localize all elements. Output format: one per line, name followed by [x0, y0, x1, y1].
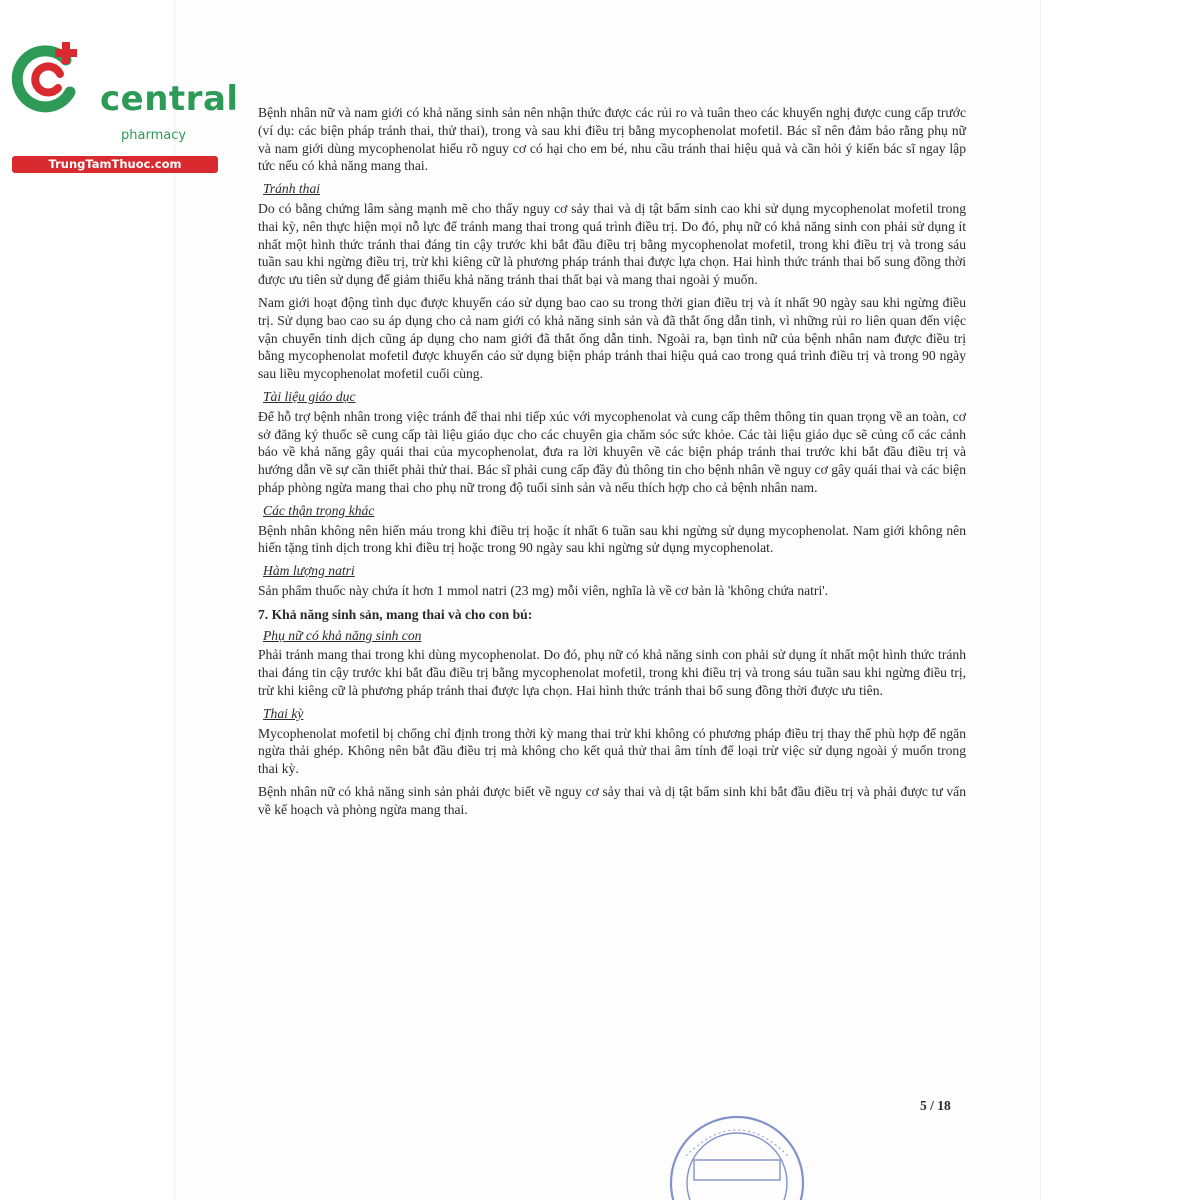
paragraph: Bệnh nhân nữ có khả năng sinh sản phải được biết về nguy cơ sảy thai và dị tật bẩm sinh khi bắt đầu điều trị và phải được tư vấn về kế hoạch và phòng ngừa mang thai.: [258, 783, 966, 817]
paragraph: Mycophenolat mofetil bị chống chỉ định trong thời kỳ mang thai trừ khi không có phương pháp điều trị thay thế phù hợp để ngăn ngừa thải ghép. Không nên bắt đầu điều trị mà không cho kết quả thử thai âm tính để loại trừ việc sử dụng ngoài ý muốn trong thai kỳ.: [258, 725, 966, 777]
section-heading: Phụ nữ có khả năng sinh con: [263, 627, 422, 643]
paragraph: Nam giới hoạt động tình dục được khuyến cáo sử dụng bao cao su trong thời gian điều trị và ít nhất 90 ngày sau khi ngừng điều trị. Sử dụng bao cao su áp dụng cho cả nam giới có khả năng sinh sản và đã thắt ống dẫn tinh, vì những rủi ro liên quan đến việc vận chuyển tinh dịch cũng áp dụng cho nam giới đã thắt ống dẫn tinh. Ngoài ra, bạn tình nữ của bệnh nhân nam được điều trị bằng mycophenolat mofetil được khuyến cáo sử dụng biện pháp tránh thai hiệu quả cao trong quá trình điều trị và trong 90 ngày sau liều mycophenolat mofetil cuối cùng.: [258, 294, 966, 382]
company-stamp: [662, 1108, 812, 1200]
paragraph: Phải tránh mang thai trong khi dùng mycophenolat. Do đó, phụ nữ có khả năng sinh con phải sử dụng ít nhất một hình thức tránh thai đáng tin cậy trước khi bắt đầu điều trị bằng mycophenolat mofetil, trong khi điều trị và trong sáu tuần sau khi ngừng điều trị, trừ khi kiêng cữ là phương pháp tránh thai được lựa chọn. Hai hình thức tránh thai bổ sung đồng thời được ưu tiên.: [258, 647, 966, 698]
logo-url-badge[interactable]: TrungTamThuoc.com: [12, 156, 218, 173]
section-heading: Các thận trọng khác: [263, 502, 375, 518]
section-heading: Hàm lượng natri: [263, 563, 355, 579]
section-heading: Tài liệu giáo dục: [263, 388, 356, 404]
central-pharmacy-logo[interactable]: [10, 38, 239, 171]
paragraph: Bệnh nhân không nên hiến máu trong khi điều trị hoặc ít nhất 6 tuần sau khi ngừng sử dụng mycophenolat. Nam giới không nên hiến tặng tinh dịch trong khi điều trị hoặc trong 90 ngày sau khi ngừng sử dụng mycophenolat.: [258, 522, 966, 556]
section-heading: Thai kỳ: [263, 705, 304, 721]
section-heading: Tránh thai: [263, 181, 321, 197]
pharmacy-cross-icon: [10, 38, 88, 116]
document-body: [258, 104, 966, 823]
numbered-section-title: 7. Khả năng sinh sản, mang thai và cho con bú:: [258, 606, 533, 622]
paragraph: Để hỗ trợ bệnh nhân trong việc tránh để thai nhi tiếp xúc với mycophenolat và cung cấp thêm thông tin quan trọng về an toàn, cơ sở đăng ký thuốc sẽ cung cấp tài liệu giáo dục cho các chuyên gia chăm sóc sức khỏe. Các tài liệu giáo dục sẽ củng cố các cảnh báo về khả năng gây quái thai của mycophenolat, đưa ra lời khuyên về các biện pháp tránh thai trước khi bắt đầu điều trị và hướng dẫn về sự cần thiết phải thử thai. Bác sĩ phải cung cấp đầy đủ thông tin cho bệnh nhân về nguy cơ gây quái thai và các biện pháp phòng ngừa mang thai cho phụ nữ trong độ tuổi sinh sản và nếu thích hợp cho cả bệnh nhân nam.: [258, 408, 966, 495]
paragraph: Sản phẩm thuốc này chứa ít hơn 1 mmol natri (23 mg) mỗi viên, nghĩa là về cơ bản là 'không chứa natri'.: [258, 582, 829, 598]
logo-subtitle: pharmacy: [121, 128, 187, 143]
paragraph: Do có bằng chứng lâm sàng mạnh mẽ cho thấy nguy cơ sảy thai và dị tật bẩm sinh cao khi sử dụng mycophenolat mofetil trong thai kỳ, nên thực hiện mọi nỗ lực để tránh mang thai trong quá trình điều trị. Do đó, phụ nữ có khả năng sinh con phải sử dụng ít nhất một hình thức tránh thai đáng tin cậy trước khi bắt đầu điều trị bằng mycophenolat mofetil, trong khi điều trị và trong sáu tuần sau khi ngừng điều trị, trừ khi kiêng cữ là phương pháp tránh thai được lựa chọn. Hai hình thức tránh thai bổ sung đồng thời được ưu tiên sử dụng để giảm thiểu khả năng tránh thai thất bại và mang thai ngoài ý muốn.: [258, 200, 966, 288]
logo-name: central: [100, 79, 239, 119]
paragraph: Bệnh nhân nữ và nam giới có khả năng sinh sản nên nhận thức được các rủi ro và tuân theo các khuyến nghị được cung cấp trước (ví dụ: các biện pháp tránh thai, thử thai), trong và sau khi điều trị bằng mycophenolat mofetil. Bác sĩ nên đảm bảo rằng phụ nữ và nam giới dùng mycophenolat hiểu rõ nguy cơ có hại cho em bé, nhu cầu tránh thai hiệu quả và cần hỏi ý kiến bác sĩ ngay lập tức nếu có khả năng mang thai.: [258, 105, 966, 174]
page-number: 5 / 18: [920, 1098, 951, 1113]
